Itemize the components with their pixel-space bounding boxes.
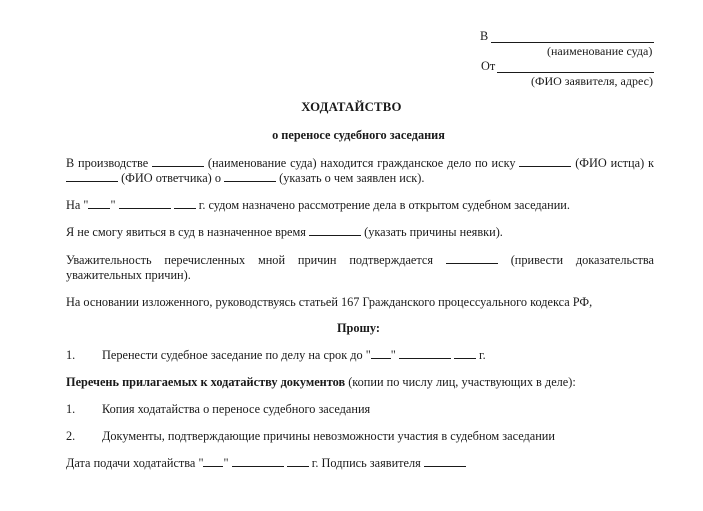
postpone-day-blank[interactable]	[371, 348, 391, 359]
p1-text-c: (ФИО истца) к	[575, 156, 654, 170]
submission-day-blank[interactable]	[203, 456, 223, 467]
request-item-number: 1.	[66, 348, 76, 362]
request-item-text-b: "	[390, 348, 396, 362]
court-name-field[interactable]	[491, 42, 654, 43]
defendant-blank[interactable]	[66, 171, 118, 182]
paragraph-absence-reason	[66, 225, 503, 240]
p4-text-a: Уважительность перечисленных мной причин подтверждается	[66, 253, 434, 267]
request-item-text	[102, 348, 486, 363]
applicant-caption: (ФИО заявителя, адрес)	[531, 74, 653, 88]
document-subtitle: о переносе судебного заседания	[272, 128, 445, 142]
attachment-item-text: Копия ходатайства о переносе судебного заседания	[102, 402, 371, 416]
applicant-field[interactable]	[497, 72, 654, 73]
footer-text-a: Дата подачи ходатайства "	[66, 456, 204, 470]
p2-text-b: "	[110, 198, 116, 212]
document-title: ХОДАТАЙСТВО	[301, 100, 402, 114]
hearing-month-blank[interactable]	[119, 198, 171, 209]
p1-text-e: (указать о чем заявлен иск).	[279, 171, 425, 185]
attachments-heading	[66, 375, 576, 390]
request-item-text-c: г.	[479, 348, 486, 362]
attachments-heading-bold: Перечень прилагаемых к ходатайству документов	[66, 375, 346, 389]
postpone-year-blank[interactable]	[454, 348, 476, 359]
submission-year-blank[interactable]	[287, 456, 309, 467]
hearing-day-blank[interactable]	[88, 198, 110, 209]
claim-subject-blank[interactable]	[224, 171, 276, 182]
p3-text-b: (указать причины неявки).	[364, 225, 503, 239]
p2-text-c: г. судом назначено рассмотрение дела в открытом судебном заседании.	[198, 198, 570, 212]
signature-blank[interactable]	[424, 456, 466, 467]
p1-text-b: (наименование суда) находится гражданское дело по иску	[207, 156, 516, 170]
p1-text-a: В производстве	[66, 156, 149, 170]
plaintiff-blank[interactable]	[519, 156, 571, 167]
p1-text-d: (ФИО ответчика) о	[121, 171, 221, 185]
attachment-item-number: 2.	[66, 429, 76, 443]
from-prefix: От	[481, 59, 496, 73]
p2-text-a: На "	[66, 198, 89, 212]
p3-text-a: Я не смогу явиться в суд в назначенное время	[66, 225, 306, 239]
court-name-caption: (наименование суда)	[547, 44, 653, 58]
paragraph-case-info-line2	[66, 171, 424, 186]
request-item-text-a: Перенести судебное заседание по делу на срок до "	[102, 348, 371, 362]
submission-month-blank[interactable]	[232, 456, 284, 467]
request-heading: Прошу:	[336, 321, 380, 335]
attachments-heading-note: (копии по числу лиц, участвующих в деле):	[345, 375, 576, 389]
p4-text-b: (привести доказательства	[510, 253, 655, 267]
attachment-item-text: Документы, подтверждающие причины невозможности участия в судебном заседании	[102, 429, 555, 443]
hearing-year-blank[interactable]	[174, 198, 196, 209]
paragraph-case-info-line1	[66, 155, 654, 171]
footer-text-b: "	[223, 456, 229, 470]
paragraph-legal-basis: На основании изложенного, руководствуясь статьей 167 Гражданского процессуального кодекса РФ,	[66, 295, 593, 309]
absence-reason-blank[interactable]	[309, 225, 361, 236]
submission-footer	[66, 456, 466, 471]
evidence-blank[interactable]	[446, 253, 498, 264]
court-blank[interactable]	[152, 156, 204, 167]
paragraph-evidence-line1	[66, 252, 654, 268]
to-prefix: В	[480, 29, 489, 43]
paragraph-hearing-date	[66, 198, 570, 213]
footer-text-c: г. Подпись заявителя	[311, 456, 421, 470]
attachment-item-number: 1.	[66, 402, 76, 416]
postpone-month-blank[interactable]	[399, 348, 451, 359]
paragraph-evidence-line2: уважительных причин).	[66, 268, 191, 282]
